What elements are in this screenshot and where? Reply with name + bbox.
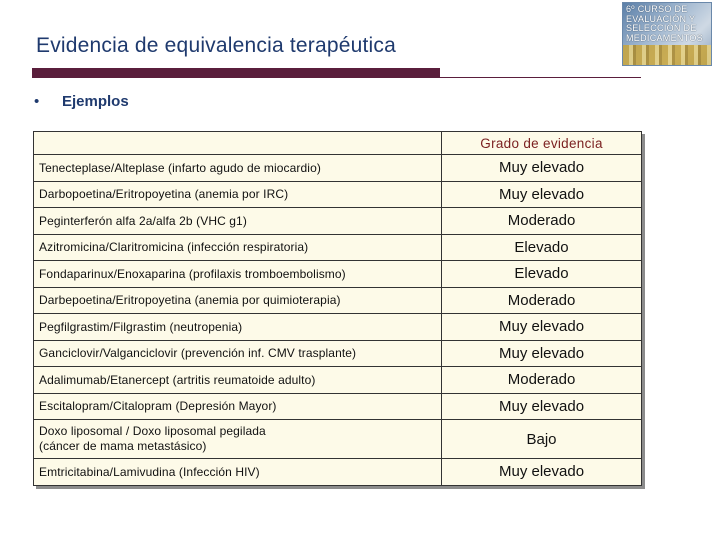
drug-cell (34, 393, 442, 420)
bullet-marker: • (34, 93, 40, 110)
table-row (34, 459, 642, 486)
drug-indication: (prevención inf. CMV trasplante) (177, 346, 357, 361)
evidence-level-cell: Muy elevado (442, 340, 642, 367)
table-row (34, 155, 642, 182)
logo-coins-image (623, 45, 711, 65)
header-blank-cell (34, 132, 442, 155)
table-row (34, 420, 642, 459)
table-row (34, 314, 642, 341)
drug-name: Darbepoetina/Eritropoyetina (39, 293, 192, 308)
drug-name: Doxo liposomal / Doxo liposomal pegilada (39, 424, 266, 438)
bullet-text: Ejemplos (62, 93, 129, 110)
drug-indication: (Depresión Mayor) (172, 399, 277, 414)
drug-name: Adalimumab/Etanercept (39, 372, 170, 387)
logo-line: EVALUACIÓN Y (626, 13, 696, 24)
drug-indication: (profilaxis tromboembolismo) (185, 266, 346, 281)
drug-indication: (anemia por IRC) (191, 187, 289, 202)
drug-cell (34, 287, 442, 314)
drug-name: Pegfilgrastim/Filgrastim (39, 319, 167, 334)
drug-cell (34, 208, 442, 235)
title-underline (32, 68, 641, 78)
evidence-table (33, 131, 642, 486)
evidence-level-cell: Muy elevado (442, 459, 642, 486)
drug-indication: (infarto agudo de miocardio) (164, 160, 321, 175)
logo-line: MEDICAMENTOS (626, 32, 703, 43)
drug-indication: (Infección HIV) (175, 464, 260, 479)
drug-indication: (neutropenia) (166, 319, 243, 334)
drug-cell (34, 314, 442, 341)
drug-name: Emtricitabina/Lamivudina (39, 464, 176, 479)
evidence-level-cell: Muy elevado (442, 155, 642, 182)
table-row (34, 261, 642, 288)
evidence-level-cell: Bajo (442, 420, 642, 459)
evidence-level-cell: Moderado (442, 367, 642, 394)
drug-cell (34, 420, 442, 459)
table-body (34, 155, 642, 486)
drug-name: Escitalopram/Citalopram (39, 399, 173, 414)
course-logo (622, 2, 712, 66)
drug-name: Darbopoetina/Eritropoyetina (39, 187, 192, 202)
drug-name: Ganciclovir/Valganciclovir (39, 346, 178, 361)
evidence-level-cell: Elevado (442, 234, 642, 261)
drug-name: Peginterferón alfa 2a/alfa 2b (39, 213, 193, 228)
table-row (34, 181, 642, 208)
evidence-level-cell: Elevado (442, 261, 642, 288)
logo-text (626, 5, 703, 43)
drug-cell (34, 155, 442, 182)
slide-title: Evidencia de equivalencia terapéutica (36, 34, 396, 57)
evidence-level-cell: Muy elevado (442, 181, 642, 208)
drug-cell (34, 367, 442, 394)
drug-name: Azitromicina/Claritromicina (39, 240, 184, 255)
drug-indication: (anemia por quimioterapia) (191, 293, 341, 308)
table-row (34, 393, 642, 420)
drug-cell (34, 234, 442, 261)
logo-line: SELECCIÓN DE (626, 23, 697, 33)
table-header-row (34, 132, 642, 155)
table-row (34, 340, 642, 367)
drug-name: Tenecteplase/Alteplase (39, 160, 165, 175)
evidence-level-cell: Muy elevado (442, 393, 642, 420)
bullet-item (34, 93, 129, 110)
drug-cell (34, 459, 442, 486)
drug-cell (34, 340, 442, 367)
logo-line: 6º CURSO DE (626, 4, 688, 14)
drug-indication: (cáncer de mama metastásico) (39, 439, 207, 453)
drug-indication: (VHC g1) (192, 213, 247, 228)
table-row (34, 208, 642, 235)
drug-indication: (infección respiratoria) (183, 240, 309, 255)
header-grade-cell: Grado de evidencia (442, 132, 642, 155)
table-row (34, 367, 642, 394)
table-row (34, 287, 642, 314)
drug-cell (34, 261, 442, 288)
evidence-level-cell: Moderado (442, 208, 642, 235)
evidence-table-container (33, 131, 642, 486)
evidence-level-cell: Muy elevado (442, 314, 642, 341)
drug-name: Fondaparinux/Enoxaparina (39, 266, 186, 281)
evidence-level-cell: Moderado (442, 287, 642, 314)
table-row (34, 234, 642, 261)
drug-indication: (artritis reumatoide adulto) (169, 372, 316, 387)
drug-cell (34, 181, 442, 208)
